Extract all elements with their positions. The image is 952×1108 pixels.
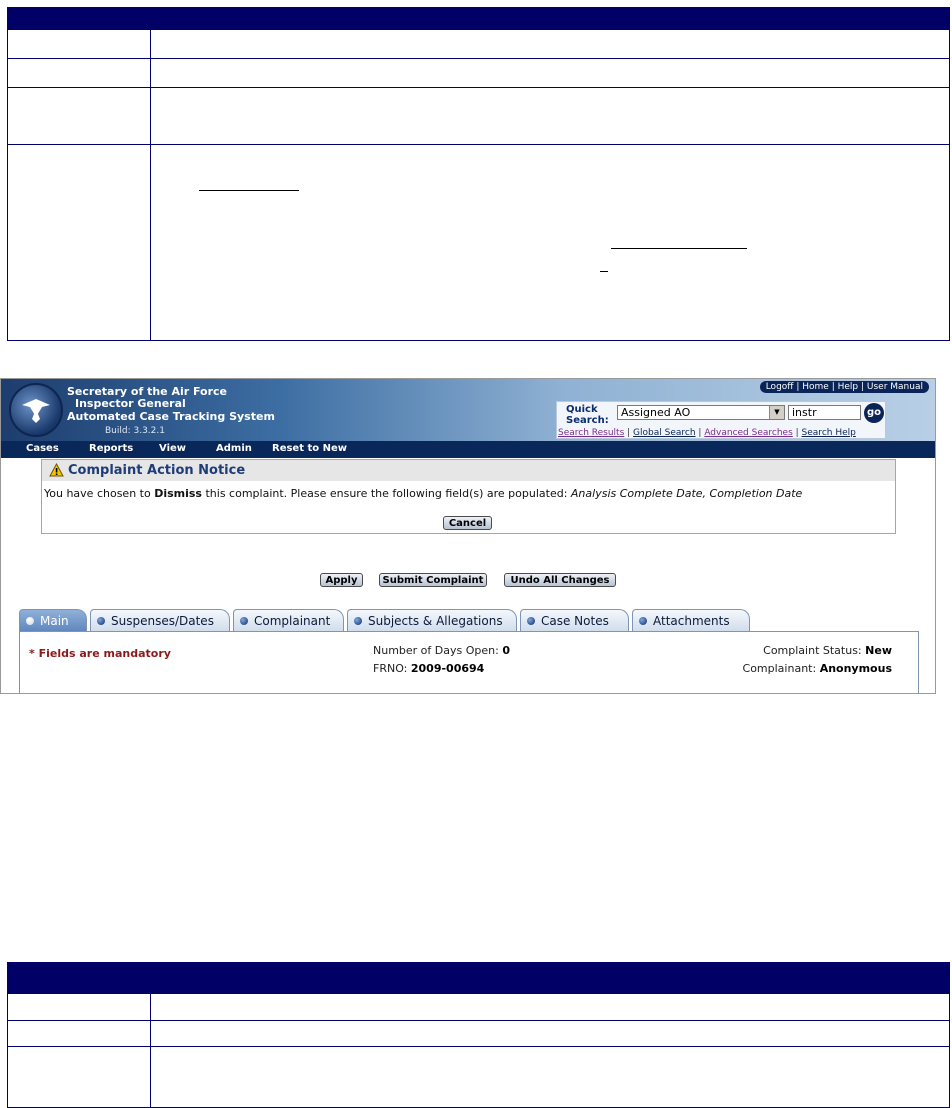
tab-main[interactable] bbox=[19, 609, 87, 632]
underline-mark bbox=[199, 190, 299, 191]
frno-info bbox=[373, 662, 484, 675]
go-button[interactable]: go bbox=[864, 403, 884, 423]
tab-bullet-icon bbox=[639, 617, 647, 625]
build-version: Build: 3.3.2.1 bbox=[105, 426, 165, 436]
quick-search bbox=[556, 401, 886, 439]
notice-msg-prefix: You have chosen to bbox=[44, 487, 151, 500]
menu-reports[interactable]: Reports bbox=[89, 443, 134, 454]
menu-admin[interactable]: Admin bbox=[216, 443, 252, 454]
tab-bar bbox=[19, 609, 919, 632]
user-manual-link[interactable]: User Manual bbox=[866, 382, 923, 392]
app-window bbox=[0, 378, 936, 694]
complaint-status-value: New bbox=[865, 644, 892, 657]
doc-table-row bbox=[8, 29, 949, 58]
days-open-info bbox=[373, 644, 510, 657]
doc-table-row bbox=[8, 1020, 949, 1046]
tab-suspenses-dates[interactable] bbox=[90, 609, 230, 632]
notice-title: Complaint Action Notice bbox=[68, 463, 246, 478]
complainant-info bbox=[743, 662, 892, 675]
cancel-button[interactable]: Cancel bbox=[443, 516, 492, 530]
quick-search-select[interactable] bbox=[617, 405, 785, 420]
days-open-label: Number of Days Open: bbox=[373, 644, 499, 657]
complaint-action-notice bbox=[41, 459, 896, 534]
quick-search-label: Quick Search: bbox=[566, 404, 609, 426]
search-links: Search Results | Global Search | Advanced Searches | Search Help bbox=[558, 428, 856, 438]
tab-bullet-icon bbox=[354, 617, 362, 625]
tab-attachments[interactable] bbox=[632, 609, 750, 632]
tab-label: Main bbox=[40, 614, 69, 628]
warning-icon bbox=[49, 463, 64, 480]
tab-bullet-icon bbox=[527, 617, 535, 625]
complainant-label: Complainant: bbox=[742, 662, 817, 675]
quick-search-input[interactable]: instr bbox=[788, 405, 861, 420]
notice-msg-action: Dismiss bbox=[154, 487, 202, 500]
home-link[interactable]: Home bbox=[802, 382, 829, 392]
tab-label: Case Notes bbox=[541, 614, 609, 628]
notice-msg-fields: Analysis Complete Date, Completion Date bbox=[570, 487, 803, 500]
tab-bullet-icon bbox=[26, 617, 34, 625]
tab-label: Attachments bbox=[653, 614, 730, 628]
app-title-line1: Secretary of the Air Force bbox=[67, 385, 228, 398]
complaint-status-label: Complaint Status: bbox=[763, 644, 862, 657]
utility-links: Logoff | Home | Help | User Manual bbox=[760, 381, 929, 393]
menu-reset-to-new[interactable]: Reset to New bbox=[272, 443, 347, 454]
main-tab-panel bbox=[19, 631, 919, 694]
doc-table-row bbox=[8, 1046, 949, 1108]
menu-bar bbox=[1, 441, 935, 458]
air-force-logo-icon bbox=[9, 383, 63, 437]
app-title-line2: Inspector General bbox=[75, 397, 186, 410]
doc-table-row bbox=[8, 144, 949, 341]
tab-subjects-allegations[interactable] bbox=[347, 609, 517, 632]
notice-title-bar bbox=[42, 460, 895, 481]
underline-mark bbox=[600, 271, 608, 272]
apply-button[interactable]: Apply bbox=[320, 573, 363, 587]
complaint-status-info bbox=[763, 644, 892, 657]
frno-label: FRNO: bbox=[373, 662, 408, 675]
frno-value: 2009-00694 bbox=[410, 662, 485, 675]
help-link[interactable]: Help bbox=[837, 382, 859, 392]
search-help-link[interactable]: Search Help bbox=[801, 428, 856, 438]
mandatory-note: * Fields are mandatory bbox=[29, 647, 171, 660]
global-search-link[interactable]: Global Search bbox=[633, 428, 696, 438]
doc-table-top bbox=[7, 7, 950, 341]
doc-table-row bbox=[8, 58, 949, 87]
tab-bullet-icon bbox=[240, 617, 248, 625]
chevron-down-icon[interactable]: ▼ bbox=[769, 406, 784, 419]
days-open-value: 0 bbox=[502, 644, 510, 657]
tab-label: Suspenses/Dates bbox=[111, 614, 214, 628]
tab-bullet-icon bbox=[97, 617, 105, 625]
advanced-searches-link[interactable]: Advanced Searches bbox=[704, 428, 793, 438]
menu-cases[interactable]: Cases bbox=[26, 443, 59, 454]
tab-complainant[interactable] bbox=[233, 609, 344, 632]
notice-message bbox=[44, 487, 802, 500]
doc-table-row bbox=[8, 87, 949, 144]
doc-table-row bbox=[8, 993, 949, 1020]
search-results-link[interactable]: Search Results bbox=[558, 428, 625, 438]
menu-view[interactable]: View bbox=[159, 443, 187, 454]
underline-mark bbox=[611, 248, 747, 249]
tab-label: Complainant bbox=[254, 614, 331, 628]
logoff-link[interactable]: Logoff bbox=[765, 382, 794, 392]
tab-case-notes[interactable] bbox=[520, 609, 629, 632]
complainant-value: Anonymous bbox=[819, 662, 892, 675]
doc-table-bottom bbox=[7, 962, 950, 1108]
app-title-line3: Automated Case Tracking System bbox=[67, 410, 275, 423]
doc-table-header bbox=[8, 963, 949, 993]
tab-label: Subjects & Allegations bbox=[368, 614, 503, 628]
app-banner bbox=[1, 379, 935, 441]
undo-all-changes-button[interactable]: Undo All Changes bbox=[504, 573, 616, 587]
submit-complaint-button[interactable]: Submit Complaint bbox=[379, 573, 487, 587]
doc-table-header bbox=[8, 8, 949, 29]
quick-search-selected: Assigned AO bbox=[621, 406, 691, 419]
notice-msg-middle: this complaint. Please ensure the following field(s) are populated: bbox=[205, 487, 568, 500]
